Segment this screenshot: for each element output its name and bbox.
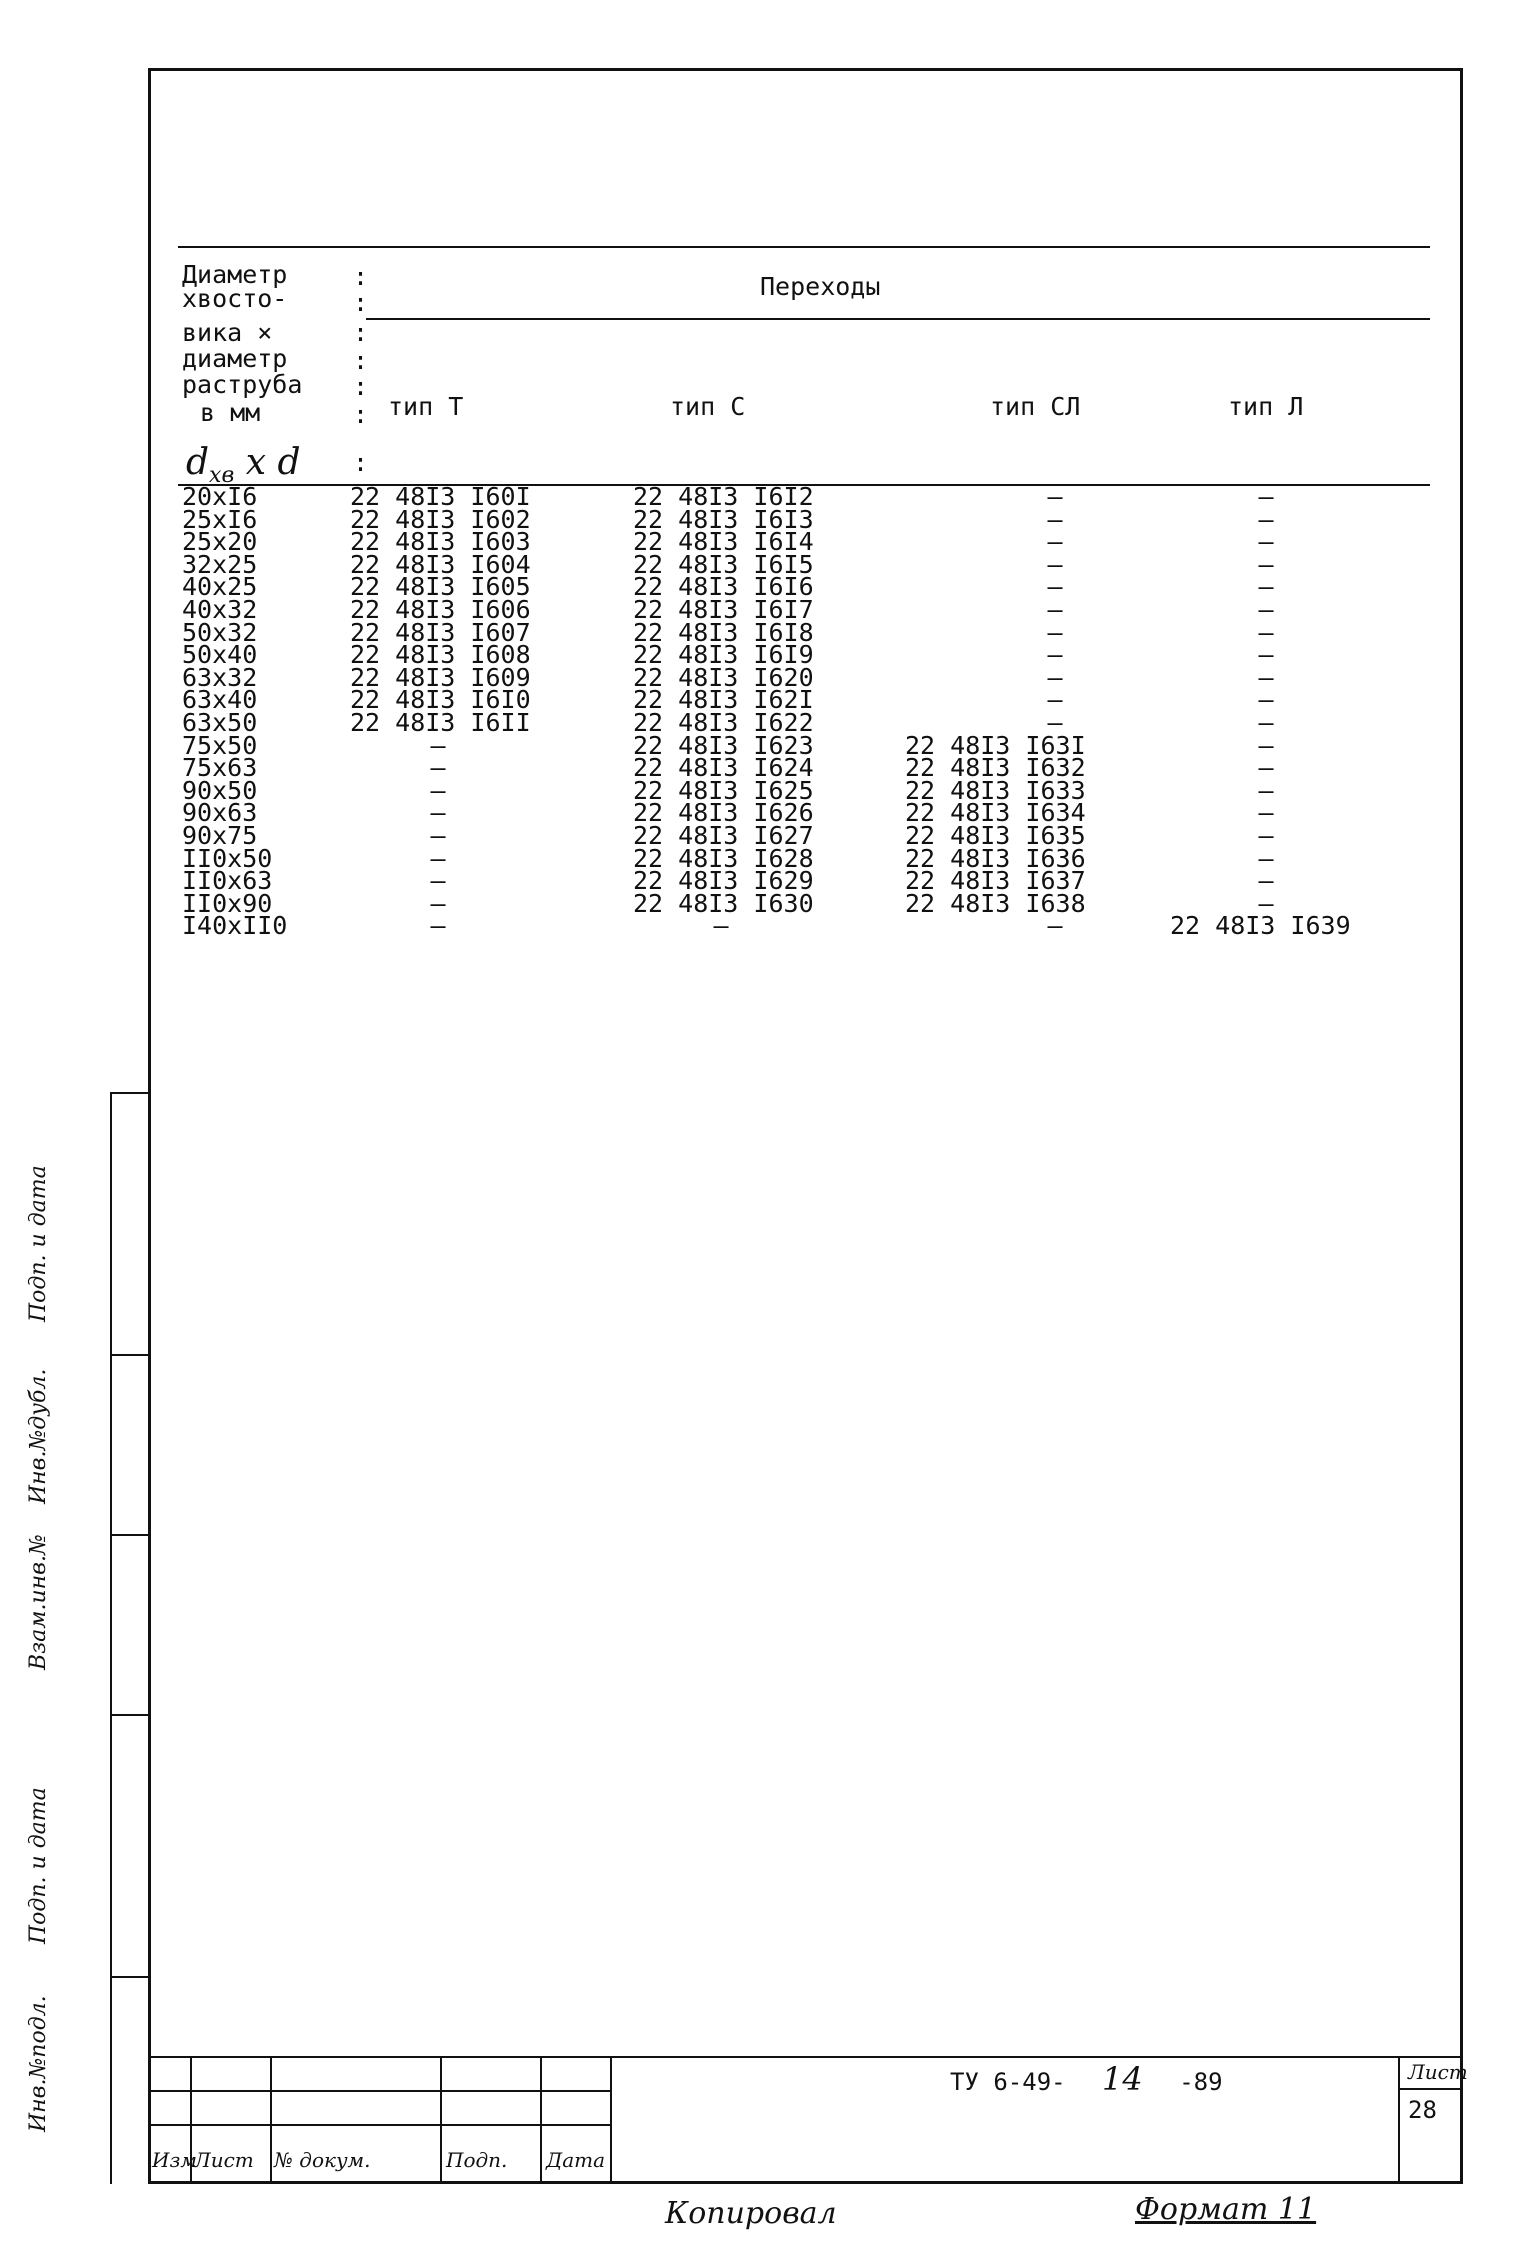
cell-l: – (1258, 617, 1274, 647)
cell-l: – (1258, 888, 1274, 918)
cell-d: 50x32 (182, 617, 258, 647)
side-inv-dubl: Инв.№дубл. (26, 1368, 51, 1504)
cell-sl: – (1047, 685, 1063, 715)
cell-t: – (430, 888, 446, 918)
doc-code-suffix: -89 (1179, 2068, 1223, 2096)
header-colon: : (353, 400, 369, 429)
cell-d: 75x50 (182, 730, 258, 760)
cell-l: – (1258, 866, 1274, 896)
cell-t: 22 48I3 I608 (350, 640, 531, 670)
side-vzam-inv: Взам.инв.№ (26, 1534, 51, 1670)
cell-d: 25xI6 (182, 504, 258, 534)
cell-sl: – (1047, 504, 1063, 534)
cell-t: 22 48I3 I60I (350, 482, 531, 511)
cell-t: 22 48I3 I607 (350, 617, 531, 647)
cell-t: 22 48I3 I6II (350, 708, 531, 737)
tb-label-date: Дата (546, 2148, 606, 2172)
group-rule (366, 318, 1430, 320)
cell-sl: 22 48I3 I637 (905, 866, 1086, 896)
cell-l: – (1258, 482, 1274, 511)
cell-sl: 22 48I3 I636 (905, 843, 1086, 873)
cell-t: 22 48I3 I602 (350, 504, 531, 534)
cell-c: 22 48I3 I62I (633, 685, 814, 715)
cell-sl: 22 48I3 I635 (905, 821, 1086, 850)
cell-c: 22 48I3 I627 (633, 821, 814, 850)
cell-c: 22 48I3 I622 (633, 708, 814, 737)
cell-c: 22 48I3 I628 (633, 843, 814, 873)
cell-l: – (1258, 821, 1274, 850)
cell-d: 40x32 (182, 595, 258, 624)
diameter-label-4: диаметр (182, 344, 288, 373)
cell-c: 22 48I3 I6I8 (633, 617, 814, 647)
cell-l: – (1258, 572, 1274, 602)
cell-d: 90x50 (182, 775, 258, 805)
cell-t: – (430, 798, 446, 828)
header-colon: : (353, 372, 369, 401)
cell-t: 22 48I3 I609 (350, 662, 531, 692)
cell-d: 63x50 (182, 708, 258, 737)
sheet-number: 28 (1408, 2096, 1437, 2124)
cell-l: – (1258, 730, 1274, 760)
cell-sl: – (1047, 662, 1063, 692)
cell-d: 63x40 (182, 685, 258, 715)
cell-c: 22 48I3 I6I6 (633, 572, 814, 602)
cell-c: – (713, 911, 729, 941)
tb-label-sign: Подп. (446, 2148, 508, 2172)
cell-c: 22 48I3 I6I3 (633, 504, 814, 534)
cell-t: – (430, 911, 446, 941)
cell-sl: – (1047, 527, 1063, 557)
cell-t: 22 48I3 I606 (350, 595, 531, 624)
cell-d: 90x63 (182, 798, 258, 828)
cell-d: 20xI6 (182, 482, 258, 511)
doc-code-prefix: ТУ 6-49- (950, 2068, 1066, 2096)
header-top-rule (178, 246, 1430, 248)
tb-label-list: Лист (194, 2148, 254, 2172)
cell-sl: – (1047, 617, 1063, 647)
cell-l: – (1258, 527, 1274, 557)
header-colon: : (353, 288, 369, 317)
cell-t: – (430, 866, 446, 896)
formula-sub: хв (209, 463, 235, 489)
diameter-label-1: Диаметр (182, 260, 288, 289)
sheet-label: Лист (1408, 2060, 1468, 2084)
diameter-label-6: в мм (200, 398, 261, 427)
cell-c: 22 48I3 I623 (633, 730, 814, 760)
cell-l: – (1258, 640, 1274, 670)
col-header-t: тип Т (388, 392, 464, 421)
side-inv-podl: Инв.№подл. (26, 1995, 51, 2132)
cell-sl: 22 48I3 I638 (905, 888, 1086, 918)
cell-sl: – (1047, 482, 1063, 511)
doc-code (950, 2060, 1223, 2098)
tb-right-rule (1398, 2088, 1463, 2090)
cell-l: – (1258, 685, 1274, 715)
cell-sl: 22 48I3 I632 (905, 753, 1086, 783)
side-podp-date-2: Подп. и дата (26, 1165, 51, 1322)
cell-t: – (430, 821, 446, 850)
cell-sl: – (1047, 708, 1063, 737)
page-frame (148, 68, 1463, 2184)
cell-sl: 22 48I3 I633 (905, 775, 1086, 805)
diameter-label-3: вика × (182, 318, 273, 347)
col-header-c: тип С (670, 392, 746, 421)
tb-label-izm: Изм (152, 2148, 197, 2172)
cell-l: – (1258, 775, 1274, 805)
cell-c: 22 48I3 I624 (633, 753, 814, 783)
cell-c: 22 48I3 I620 (633, 662, 814, 692)
col-header-sl: тип СЛ (990, 392, 1081, 421)
cell-c: 22 48I3 I6I4 (633, 527, 814, 557)
cell-t: – (430, 843, 446, 873)
header-colon: : (353, 318, 369, 347)
copied-by: Копировал (665, 2196, 837, 2231)
cell-d: II0x90 (182, 888, 273, 918)
cell-t: 22 48I3 I603 (350, 527, 531, 557)
cell-c: 22 48I3 I6I9 (633, 640, 814, 670)
cell-l: – (1258, 798, 1274, 828)
side-div-3 (110, 1534, 148, 1536)
tb-col-4 (540, 2056, 542, 2184)
cell-sl: 22 48I3 I63I (905, 730, 1086, 760)
header-colon: : (353, 262, 369, 291)
side-outer-line (110, 1092, 112, 2184)
tb-col-2 (270, 2056, 272, 2184)
cell-t: 22 48I3 I6I0 (350, 685, 531, 715)
cell-c: 22 48I3 I625 (633, 775, 814, 805)
doc-code-hand: 14 (1102, 2060, 1143, 2098)
header-colon: : (353, 448, 369, 477)
tb-label-doc: № докум. (274, 2148, 371, 2172)
cell-l: – (1258, 504, 1274, 534)
cell-d: II0x50 (182, 843, 273, 873)
cell-d: 75x63 (182, 753, 258, 783)
cell-c: 22 48I3 I6I2 (633, 482, 814, 511)
cell-l: – (1258, 708, 1274, 737)
cell-d: 63x32 (182, 662, 258, 692)
cell-l: – (1258, 843, 1274, 873)
cell-t: 22 48I3 I604 (350, 549, 531, 579)
cell-d: 90x75 (182, 821, 258, 850)
cell-t: – (430, 730, 446, 760)
side-div-4 (110, 1714, 148, 1716)
cell-t: – (430, 775, 446, 805)
cell-d: 40x25 (182, 572, 258, 602)
cell-sl: – (1047, 911, 1063, 941)
cell-d: II0x63 (182, 866, 273, 896)
cell-l: – (1258, 595, 1274, 624)
cell-c: 22 48I3 I6I7 (633, 595, 814, 624)
tb-top-rule (148, 2056, 1463, 2058)
cell-sl: – (1047, 572, 1063, 602)
side-div-2 (110, 1354, 148, 1356)
cell-d: I40xII0 (182, 911, 288, 941)
cell-c: 22 48I3 I626 (633, 798, 814, 828)
format-label: Формат 11 (1135, 2192, 1317, 2227)
cell-sl: – (1047, 595, 1063, 624)
cell-l: – (1258, 753, 1274, 783)
side-div-5 (110, 1976, 148, 1978)
side-stamp (16, 1092, 66, 2132)
formula-rest: x d (245, 442, 301, 483)
cell-l: – (1258, 549, 1274, 579)
tb-col-6 (1398, 2056, 1400, 2184)
formula-main: d (186, 442, 210, 483)
cell-c: 22 48I3 I629 (633, 866, 814, 896)
side-div-1 (110, 1092, 148, 1094)
cell-d: 25x20 (182, 527, 258, 557)
cell-c: 22 48I3 I6I5 (633, 549, 814, 579)
cell-d: 50x40 (182, 640, 258, 670)
cell-sl: – (1047, 640, 1063, 670)
diameter-label-2: хвосто- (182, 284, 288, 313)
cell-t: 22 48I3 I605 (350, 572, 531, 602)
cell-l: – (1258, 662, 1274, 692)
cell-c: 22 48I3 I630 (633, 888, 814, 918)
cell-d: 32x25 (182, 549, 258, 579)
cell-t: – (430, 753, 446, 783)
header-colon: : (353, 346, 369, 375)
side-podp-date-1: Подп. и дата (26, 1787, 51, 1944)
cell-l: 22 48I3 I639 (1170, 911, 1351, 941)
col-header-l: тип Л (1228, 392, 1304, 421)
diameter-label-5: раструба (182, 370, 303, 399)
group-title: Переходы (760, 272, 881, 301)
tb-col-3 (440, 2056, 442, 2184)
cell-sl: – (1047, 549, 1063, 579)
tb-col-5 (610, 2056, 612, 2184)
cell-sl: 22 48I3 I634 (905, 798, 1086, 828)
